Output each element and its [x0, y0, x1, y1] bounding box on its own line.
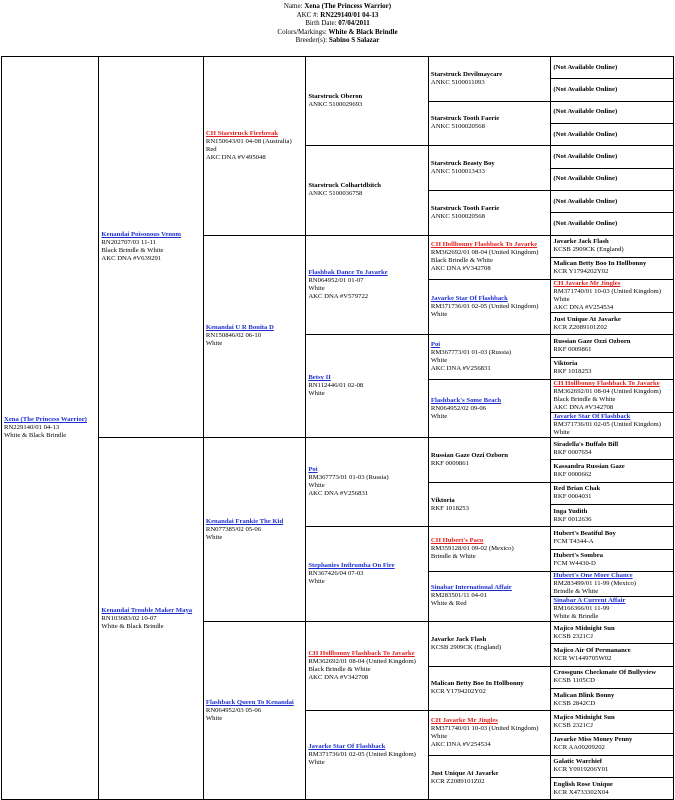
dog-detail-line: RN064952/01 01-07 — [308, 276, 364, 284]
pedigree-cell-gen6 — [551, 460, 674, 482]
dog-name-text: Russian Gaze Ozzi Ozborn — [553, 338, 631, 346]
dog-detail-line: ANKC 5100013433 — [430, 168, 485, 176]
pedigree-cell-gen5 — [428, 146, 551, 191]
dog-detail-line: White & Black Brindle — [4, 432, 67, 440]
dog-name-text: (Not Available Online) — [553, 197, 618, 205]
dog-detail-line: White & Red — [430, 600, 467, 608]
dog-name-link[interactable]: Stephanies Intlrumba On Fire — [308, 562, 395, 570]
dog-detail-line: RKF 0012636 — [553, 515, 592, 523]
dog-name-text: (Not Available Online) — [553, 219, 618, 227]
pedigree-cell-gen5 — [428, 57, 551, 102]
dog-detail-line: RKF 0000662 — [553, 471, 592, 479]
dog-detail-line: RM371736/01 02-05 (United Kingdom) — [430, 303, 539, 311]
birth-line — [0, 19, 675, 28]
dog-detail-line: RKF 1018253 — [430, 504, 469, 512]
dog-detail-line: RM283501/11 04-01 — [430, 592, 487, 600]
dog-name-link[interactable]: Sinabar A Current Affair — [553, 596, 626, 604]
pedigree-cell-gen6 — [551, 168, 674, 190]
dog-name-link[interactable]: Kenandai U R Bonita D — [205, 324, 274, 332]
dog-name-link[interactable]: Kenandai Trouble Maker Maya — [101, 606, 193, 614]
dog-name-text: Majico Midnight Sun — [553, 624, 615, 632]
dog-detail-line: RM283499/01 11-99 (Mexico) — [553, 579, 637, 587]
dog-detail-line: White — [205, 340, 223, 348]
dog-detail-line: White — [308, 284, 325, 292]
dog-detail-line: KCR AA00209202 — [553, 744, 605, 752]
breeder-name: Sabino S Salazar — [328, 36, 380, 45]
dog-name-text: Viktoria — [430, 496, 455, 504]
dog-detail-line: White — [430, 733, 448, 740]
dog-name-text: Starstruck Tooth Faerie — [430, 204, 500, 212]
dog-detail-line: RM362692/01 08-04 (United Kingdom) — [430, 249, 539, 257]
pedigree-cell-gen6 — [551, 357, 674, 379]
dog-name-text: (Not Available Online) — [553, 63, 618, 71]
dog-name-text: Russian Gaze Ozzi Ozborn — [430, 451, 508, 459]
dog-detail-line: RM367773/01 01-03 (Russia) — [430, 349, 512, 357]
dog-name-link[interactable]: CH Hubert's Paco — [430, 537, 484, 545]
dog-name-text: Malican Betty Boo In Hollbonny — [430, 680, 524, 688]
pedigree-cell-gen6 — [551, 571, 674, 596]
pedigree-cell-gen5 — [428, 335, 551, 380]
dog-detail-line: KCSB 2321CJ — [553, 721, 594, 729]
pedigree-cell-gen4 — [306, 335, 429, 438]
pedigree-cell-gen5 — [428, 380, 551, 438]
dog-detail-line: KCR Z2089101Z02 — [553, 323, 608, 331]
dog-name-text: Malican Blink Bonny — [553, 691, 615, 699]
pedigree-cell-gen5 — [428, 527, 551, 572]
dog-detail-line: RM371736/01 02-05 (United Kingdom) — [553, 421, 661, 429]
pedigree-cell-gen6 — [551, 280, 674, 313]
pedigree-cell-gen6 — [551, 711, 674, 733]
dog-name-text: Javarke Miss Money Penny — [553, 736, 633, 744]
pedigree-cell-gen6 — [551, 621, 674, 643]
dog-detail-line: Red — [205, 145, 217, 153]
dog-detail-line: Black Brindle & White — [101, 247, 164, 255]
dog-detail-line: RN064952/03 05-06 — [205, 706, 262, 714]
dog-detail-line: AKC DNA #V495048 — [205, 153, 266, 161]
akc-label: AKC #: — [296, 10, 319, 19]
breeder-label: Breeder(s): — [295, 36, 328, 45]
pedigree-cell-gen3 — [203, 57, 305, 236]
dog-detail-line: AKC DNA #V254534 — [553, 304, 614, 312]
pedigree-cell-gen6 — [551, 190, 674, 212]
pedigree-cell-gen6 — [551, 778, 674, 800]
dog-name-link[interactable]: Kenandai Frankie The Kid — [205, 517, 284, 525]
pedigree-cell-gen5 — [428, 571, 551, 621]
dog-detail-line: RKF 0007654 — [553, 448, 592, 456]
dog-name-link[interactable]: Flashback Queen To Kenandai — [205, 698, 294, 706]
dog-detail-line: White — [308, 390, 325, 398]
dog-name-text: Inga Yudith — [553, 507, 588, 515]
pedigree-cell-gen5 — [428, 711, 551, 756]
dog-detail-line: RN103683/02 10-07 — [101, 614, 157, 622]
dog-detail-line: ANKC 5100036758 — [308, 190, 363, 198]
dog-name-link[interactable]: Sinabar International Affair — [430, 584, 512, 592]
dog-detail-line: Black Brindle & White — [308, 666, 371, 674]
dog-name-link[interactable]: Hubert's One More Chance — [553, 571, 633, 579]
pedigree-row — [2, 57, 674, 79]
dog-name-text: Starstruck Tooth Faerie — [430, 115, 500, 123]
dog-detail-line: RM166366/01 11-99 — [553, 604, 610, 612]
dog-name-link[interactable]: CH Starstruck Firebreak — [205, 129, 279, 137]
dog-name-text: Starstruck Devilmaycare — [430, 70, 503, 78]
dog-name-text: Just Unique At Javarke — [430, 769, 499, 777]
dog-detail-line: ANKC 5100020568 — [430, 212, 485, 220]
dog-detail-line: RM371740/01 10-03 (United Kingdom) — [553, 288, 661, 296]
pedigree-table — [1, 56, 674, 800]
pedigree-cell-gen4 — [306, 711, 429, 800]
pedigree-cell-gen6 — [551, 235, 674, 257]
dog-name-link[interactable]: CH Javarke Mr Jingles — [430, 717, 498, 724]
dog-detail-line: White — [308, 759, 325, 767]
pedigree-cell-gen6 — [551, 688, 674, 710]
dog-name-text: Galatic Warchief — [553, 758, 603, 766]
dog-detail-line: AKC DNA #V254534 — [430, 741, 491, 748]
dog-detail-line: AKC DNA #V639291 — [101, 255, 162, 263]
pedigree-cell-gen6 — [551, 666, 674, 688]
pedigree-cell-gen5 — [428, 621, 551, 666]
pedigree-cell-gen6 — [551, 438, 674, 460]
dog-name-text: (Not Available Online) — [553, 152, 618, 160]
dog-detail-line: White — [430, 357, 448, 365]
pedigree-cell-gen6 — [551, 413, 674, 438]
dog-detail-line: KCR W1449705W02 — [553, 654, 612, 662]
pedigree-cell-gen3 — [203, 235, 305, 438]
dog-detail-line: FCM W4430-D — [553, 560, 596, 568]
dog-name-link[interactable]: CH Hollbonny Flashback To Javarke — [553, 380, 660, 388]
dog-detail-line: RKF 0004031 — [553, 493, 592, 501]
dog-detail-line: RN112446/01 02-08 — [308, 382, 364, 390]
dog-detail-line: KCR Y0919206Y01 — [553, 766, 609, 774]
dog-name-text: Hubert's Beatiful Boy — [553, 529, 616, 537]
pedigree-cell-gen6 — [551, 527, 674, 549]
dog-detail-line: RN367426/04 07-03 — [308, 570, 364, 578]
dog-name-link[interactable]: Javarke Star Of Flashback — [553, 413, 631, 421]
dog-name-text: (Not Available Online) — [553, 175, 618, 183]
dog-detail-line: AKC DNA #V342708 — [430, 265, 491, 273]
dog-detail-line: RM367773/01 01-03 (Russia) — [308, 474, 389, 482]
dog-detail-line: AKC DNA #V579722 — [308, 292, 369, 300]
pedigree-cell-gen6 — [551, 57, 674, 79]
dog-detail-line: ANKC 5100020568 — [430, 123, 485, 131]
dog-detail-line: RKF 0009861 — [430, 459, 469, 467]
dog-detail-line: White & Black Brindle — [101, 622, 164, 630]
dog-detail-line: RKF 1018253 — [553, 368, 592, 376]
dog-name-link[interactable]: Javarke Star Of Flashback — [308, 743, 386, 751]
dog-name-text: Siradella's Buffalo Bill — [553, 440, 619, 448]
colors-markings: White & Black Brindle — [328, 27, 398, 36]
pedigree-cell-gen4 — [306, 527, 429, 622]
dog-name-text: Javarke Jack Flash — [553, 238, 609, 246]
dog-name-link[interactable]: CH Hollbonny Flashback To Javarke — [308, 650, 415, 658]
dog-detail-line: AKC DNA #V256831 — [308, 490, 369, 498]
name-label: Name: — [283, 2, 303, 10]
dog-detail-line: RN229140/01 04-13 — [4, 424, 60, 432]
dog-name-text: Viktoria — [553, 360, 578, 368]
pedigree-cell-gen2 — [99, 57, 203, 438]
pedigree-cell-gen5 — [428, 101, 551, 146]
dog-detail-line: RM359128/01 09-02 (Mexico) — [430, 545, 514, 553]
dog-detail-line: Black Brindle & White — [430, 257, 493, 265]
pedigree-cell-gen6 — [551, 146, 674, 168]
dog-detail-line: FCM T4344-A — [553, 537, 594, 545]
dog-detail-line: RM362692/01 08-04 (United Kingdom) — [553, 388, 661, 396]
pedigree-cell-gen5 — [428, 755, 551, 800]
pedigree-cell-gen6 — [551, 101, 674, 123]
akc-number: RN229140/01 04-13 — [320, 10, 379, 19]
dog-detail-line: KCSB 2909CK (England) — [430, 643, 502, 651]
dog-detail-line: KCR Z2089101Z02 — [430, 777, 485, 785]
pedigree-cell-gen5 — [428, 235, 551, 280]
dog-name-link[interactable]: Betsy II — [308, 374, 331, 382]
dog-detail-line: RN150846/02 06-10 — [205, 332, 262, 340]
pedigree-cell-gen6 — [551, 380, 674, 413]
dog-detail-line: KCR Y1794202Y02 — [553, 268, 609, 276]
dog-detail-line: RN150643/01 04-08 (Australia) — [205, 137, 292, 145]
dog-name-link[interactable]: Flashbak Dance To Javarke — [308, 268, 388, 276]
dog-name-text: Hubert's Sombra — [553, 552, 604, 560]
dog-detail-line: White — [205, 714, 223, 722]
akc-line — [0, 11, 675, 20]
dog-detail-line: White — [553, 429, 570, 437]
dog-detail-line: KCSB 2909CK (England) — [553, 246, 624, 254]
dog-detail-line: White — [430, 311, 448, 319]
pedigree-cell-gen6 — [551, 596, 674, 621]
pedigree-cell-gen6 — [551, 549, 674, 571]
colors-line — [0, 28, 675, 37]
pedigree-cell-gen6 — [551, 482, 674, 504]
pedigree-cell-gen4 — [306, 621, 429, 710]
dog-name-text: Starstruck Beasty Boy — [430, 160, 495, 168]
dog-name-link[interactable]: Poi — [430, 341, 441, 349]
dog-detail-line: RKF 0009861 — [553, 346, 592, 354]
dog-name: Xena (The Princess Warrior) — [304, 2, 392, 10]
pedigree-cell-gen6 — [551, 257, 674, 279]
dog-name-link[interactable]: Xena (The Princess Warrior) — [4, 416, 87, 424]
dog-name-text: Javarke Jack Flash — [430, 635, 487, 643]
dog-detail-line: RN202707/03 11-11 — [101, 239, 157, 247]
name-line — [0, 2, 675, 11]
dog-name-text: (Not Available Online) — [553, 130, 618, 138]
dog-name-text: Crossguns Checkmate Of Bullyview — [553, 669, 657, 677]
dog-detail-line: RM371740/01 10-03 (United Kingdom) — [430, 725, 539, 732]
dog-name-text: (Not Available Online) — [553, 108, 618, 116]
dog-detail-line: RM371736/01 02-05 (United Kingdom) — [308, 751, 416, 759]
pedigree-cell-gen6 — [551, 505, 674, 527]
dog-detail-line: White — [308, 482, 325, 490]
pedigree-cell-gen3 — [203, 438, 305, 622]
dog-detail-line: KCSB 2321CJ — [553, 632, 594, 640]
dog-detail-line: White — [308, 578, 325, 586]
dog-detail-line: KCSB 2842CD — [553, 699, 596, 707]
dog-detail-line: RM362692/01 08-04 (United Kingdom) — [308, 658, 416, 666]
dog-name-text: Starstruck Colhartdbitch — [308, 182, 381, 190]
birth-date: 07/04/2011 — [338, 19, 370, 28]
pedigree-cell-gen3 — [203, 621, 305, 800]
pedigree-cell-gen6 — [551, 313, 674, 335]
pedigree-cell-gen4 — [306, 438, 429, 527]
dog-name-link[interactable]: Poi — [308, 466, 318, 474]
dog-detail-line: RN064952/02 09-06 — [430, 404, 487, 412]
dog-name-text: Majico Air Of Permanance — [553, 646, 631, 654]
dog-name-link[interactable]: Javarke Star Of Flashback — [430, 295, 508, 303]
dog-detail-line: KCR X4733302X04 — [553, 788, 609, 796]
pedigree-cell-gen4 — [306, 235, 429, 335]
pedigree-cell-gen5 — [428, 666, 551, 711]
pedigree-cell-gen5 — [428, 438, 551, 483]
dog-detail-line: AKC DNA #V256831 — [430, 365, 491, 373]
colors-label: Colors/Markings: — [277, 27, 327, 36]
dog-name-text: Red Brian Chak — [553, 485, 601, 493]
pedigree-cell-gen6 — [551, 79, 674, 101]
dog-name-text: (Not Available Online) — [553, 85, 618, 93]
dog-detail-line: RN077385/02 05-06 — [205, 525, 262, 533]
pedigree-cell-gen1 — [2, 57, 99, 800]
dog-detail-line: ANKC 5100011093 — [430, 78, 485, 86]
pedigree-cell-gen6 — [551, 644, 674, 666]
dog-name-link[interactable]: CH Hollbonny Flashback To Javarke — [430, 241, 538, 249]
dog-name-text: Malican Betty Boo In Hollbonny — [553, 260, 647, 268]
dog-detail-line: White — [430, 412, 448, 420]
pedigree-cell-gen6 — [551, 335, 674, 357]
pedigree-cell-gen6 — [551, 123, 674, 145]
pedigree-cell-gen5 — [428, 190, 551, 235]
dog-detail-line: White & Brindle — [553, 612, 599, 620]
dog-detail-line: KCSB 1105CD — [553, 677, 595, 685]
dog-detail-line: Brindle & White — [430, 553, 476, 561]
pedigree-cell-gen6 — [551, 733, 674, 755]
pedigree-cell-gen2 — [99, 438, 203, 800]
pedigree-cell-gen5 — [428, 280, 551, 335]
dog-detail-line: Brindle & White — [553, 587, 599, 595]
dog-name-text: English Rose Unique — [553, 780, 613, 788]
dog-name-text: Just Unique At Javarke — [553, 315, 621, 323]
dog-detail-line: White — [205, 533, 223, 541]
dog-detail-line: White — [553, 296, 570, 304]
pedigree-row — [2, 438, 674, 460]
dog-detail-line: AKC DNA #V342708 — [553, 404, 614, 412]
dog-name-text: Starstruck Oberon — [308, 93, 363, 101]
dog-name-text: Majico Midnight Sun — [553, 713, 615, 721]
dog-name-text: Kassandra Russian Gaze — [553, 463, 625, 471]
dog-name-link[interactable]: Kenandai Poisonous Venom — [101, 231, 181, 239]
pedigree-cell-gen5 — [428, 482, 551, 527]
dog-detail-line: Black Brindle & White — [553, 396, 616, 404]
dog-detail-line: ANKC 5100029693 — [308, 101, 363, 109]
dog-name-link[interactable]: Flashback's Some Beach — [430, 396, 502, 404]
dog-header — [0, 2, 675, 45]
pedigree-cell-gen6 — [551, 213, 674, 235]
birth-label: Birth Date: — [305, 19, 337, 28]
pedigree-cell-gen4 — [306, 57, 429, 146]
pedigree-cell-gen4 — [306, 146, 429, 235]
dog-detail-line: KCR Y1794202Y02 — [430, 688, 486, 696]
dog-detail-line: AKC DNA #V342708 — [308, 674, 369, 682]
dog-name-link[interactable]: CH Javarke Mr Jingles — [553, 280, 621, 288]
breeder-line — [0, 36, 675, 45]
pedigree-cell-gen6 — [551, 755, 674, 777]
